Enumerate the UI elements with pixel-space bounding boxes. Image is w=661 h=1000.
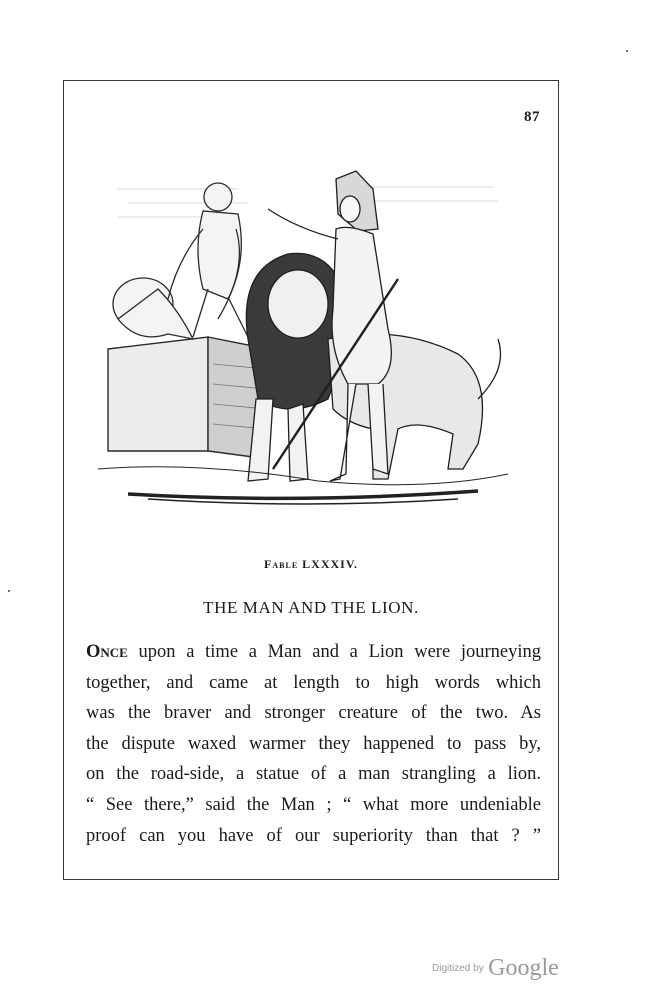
fable-number-label: Fable LXXXIV. — [264, 557, 358, 571]
ink-speck — [8, 590, 10, 592]
fable-text-line: “ See there,” said the Man ; “ what more undeniable — [86, 794, 541, 815]
watermark-prefix: Digitized by — [432, 963, 484, 974]
fable-text-line: the dispute waxed warmer they happened to pass by, — [86, 733, 541, 754]
fable-illustration — [98, 169, 508, 509]
fable-text-line: together, and came at length to high words which — [86, 672, 541, 693]
digitized-watermark — [432, 955, 559, 982]
page-number: 87 — [524, 109, 540, 125]
fable-text — [86, 637, 541, 851]
fable-text-line: was the braver and stronger creature of the two. As — [86, 703, 541, 724]
watermark-brand: Google — [488, 955, 559, 981]
ink-speck — [626, 50, 628, 52]
fable-text-line: Once upon a time a Man and a Lion were journeying — [86, 642, 541, 662]
fable-text-line: on the road-side, a statue of a man strangling a lion. — [86, 764, 541, 785]
statue-pedestal — [108, 337, 268, 459]
fable-text-line: proof can you have of our superiority than that ? ” — [86, 825, 541, 846]
page-frame — [63, 80, 559, 880]
fable-opening-word: Once — [86, 642, 128, 662]
statue-man-lion — [113, 183, 248, 339]
fable-title: THE MAN AND THE LION. — [203, 598, 419, 617]
